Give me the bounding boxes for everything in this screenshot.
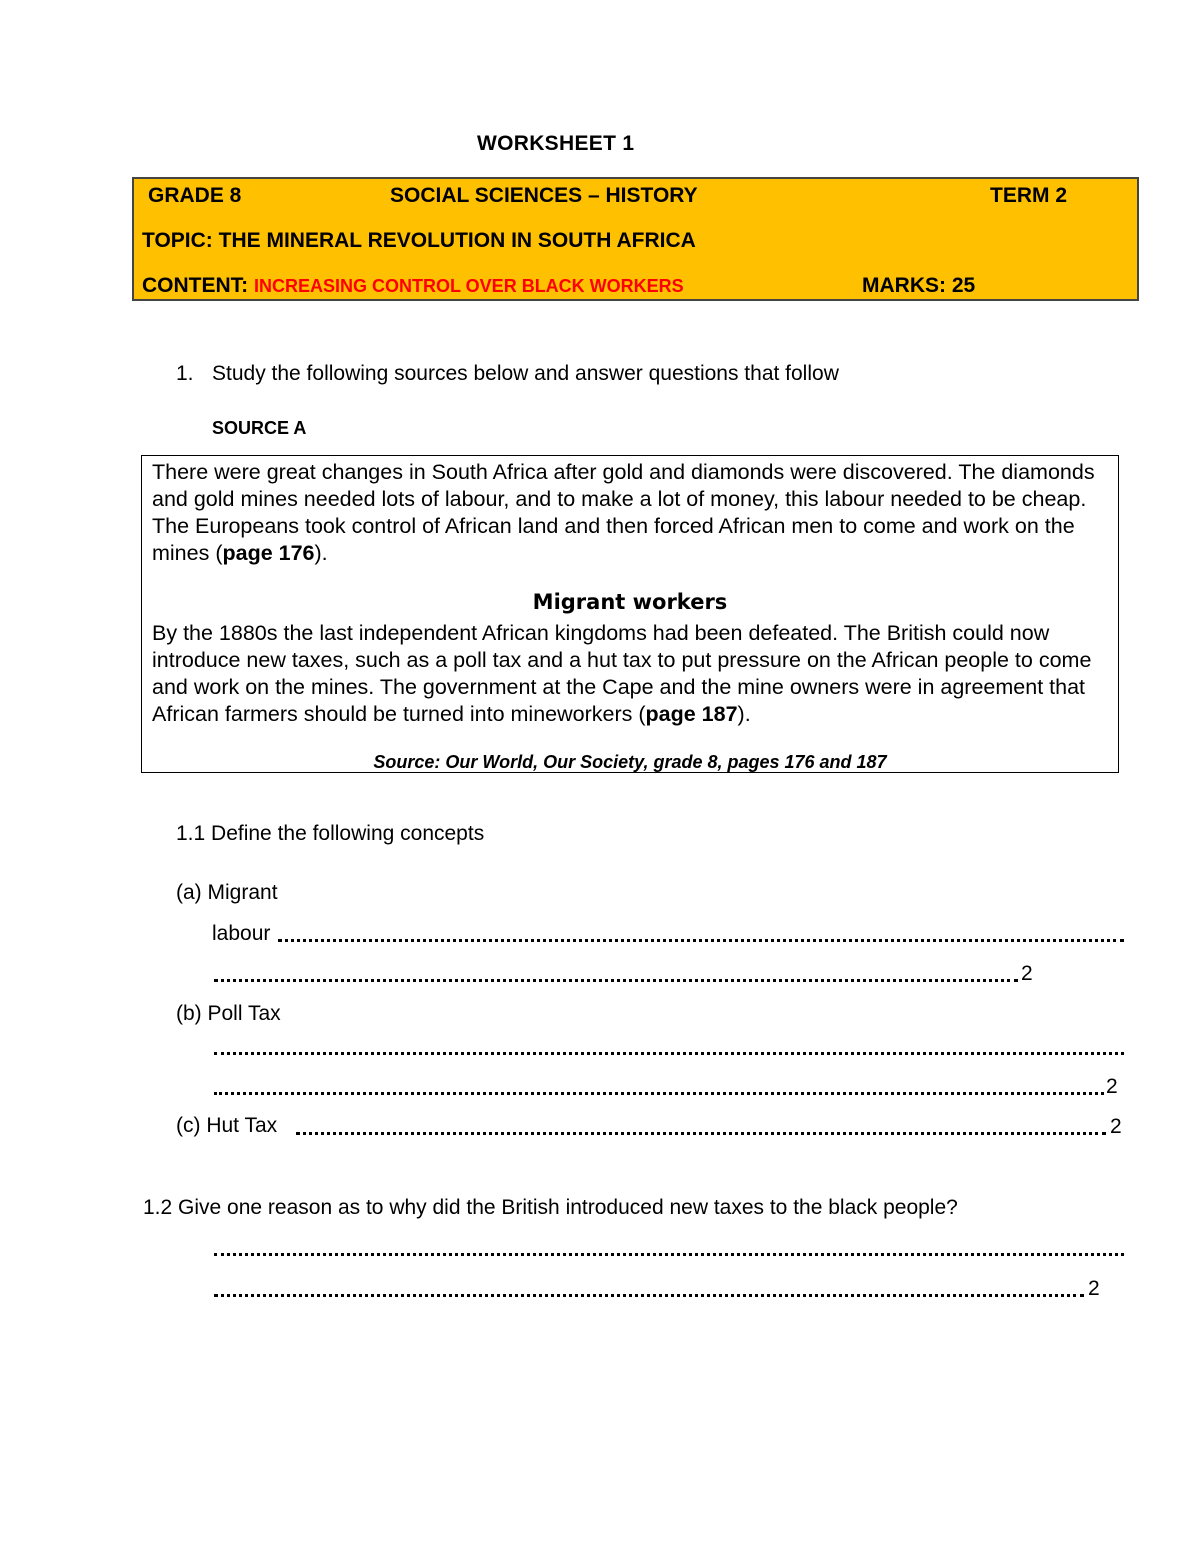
topic-label: TOPIC: THE MINERAL REVOLUTION IN SOUTH AFRICA [142,229,696,252]
source-citation: Source: Our World, Our Society, grade 8, pages 176 and 187 [373,752,887,772]
content-line [142,274,684,298]
answer-line-b-1[interactable] [214,1052,1124,1055]
header-box [132,177,1139,301]
marks-label: MARKS: 25 [862,274,976,297]
answer-line-c[interactable] [296,1132,1106,1135]
source-a-para1-text: There were great changes in South Africa after gold and diamonds were discovered. The diamonds and gold mines needed lots of labour, and to make a lot of money, this labour needed to be cheap. The Europeans took control of African land and then forced African men to come and work on the mines ( [152,460,1095,565]
source-a-para1-page: page 176 [222,541,315,565]
answer-line-a-2[interactable] [214,979,1018,982]
question-1-1-text: 1.1 Define the following concepts [176,822,485,845]
worksheet-title: WORKSHEET 1 [477,132,635,155]
question-a-label-2: labour [212,922,271,945]
subject-label: SOCIAL SCIENCES – HISTORY [390,184,698,207]
answer-line-a-1[interactable] [278,939,1124,942]
migrant-workers-heading: Migrant workers [532,590,728,614]
content-value: INCREASING CONTROL OVER BLACK WORKERS [254,276,684,296]
mark-1-2: 2 [1088,1277,1100,1300]
question-c-label: (c) Hut Tax [176,1114,278,1137]
source-a-para2-end: ). [737,702,751,726]
source-a-paragraph-1 [152,459,1112,567]
grade-label: GRADE 8 [148,184,242,207]
answer-line-1-2-2[interactable] [214,1294,1084,1297]
answer-line-1-2-1[interactable] [214,1253,1124,1256]
answer-line-b-2[interactable] [214,1092,1104,1095]
content-label: CONTENT: [142,274,254,297]
source-a-box [141,455,1119,773]
mark-b: 2 [1106,1075,1118,1098]
term-label: TERM 2 [990,184,1068,207]
source-a-paragraph-2 [152,620,1112,728]
question-a-label: (a) Migrant [176,881,278,904]
question-1-2-text: 1.2 Give one reason as to why did the British introduced new taxes to the black people? [143,1196,958,1219]
question-b-label: (b) Poll Tax [176,1002,281,1025]
source-a-label: SOURCE A [212,418,307,438]
source-a-para1-end: ). [314,541,328,565]
question-1-number: 1. [176,362,194,385]
source-a-para2-text: By the 1880s the last independent African kingdoms had been defeated. The British could now introduce new taxes, such as a poll tax and a hut tax to put pressure on the African people to come and work on the mines. The government at the Cape and the mine owners were in agreement that African farmers should be turned into mineworkers ( [152,621,1092,726]
mark-a: 2 [1021,962,1033,985]
question-1-instruction: Study the following sources below and answer questions that follow [212,362,839,385]
mark-c: 2 [1110,1115,1122,1138]
source-a-para2-page: page 187 [645,702,738,726]
